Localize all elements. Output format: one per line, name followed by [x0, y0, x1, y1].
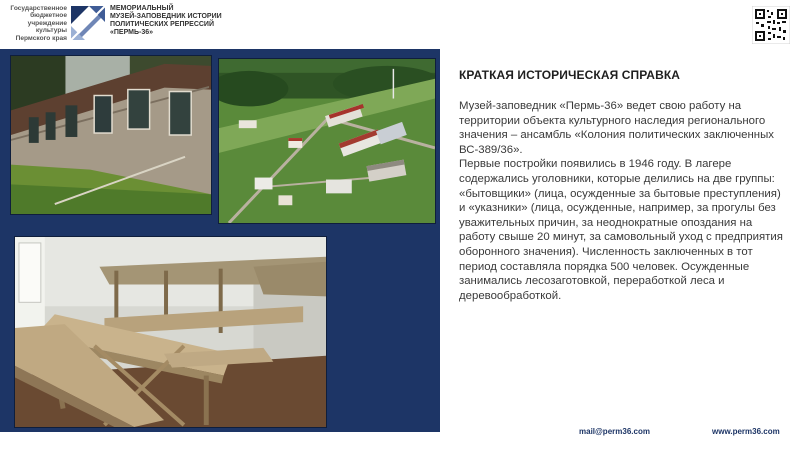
section-title: КРАТКАЯ ИСТОРИЧЕСКАЯ СПРАВКА: [459, 68, 681, 82]
history-paragraph-2: Первые постройки появились в 1946 году. В лагере содержались уголовники, которые делились на две группы: «бытовщики» (лица, осужденные за бытовые преступления) и «указники» (лица, осужденные, например, за прогулы без уважительных причин, за неоднократные опоздания на работу свыше 20 минут, за самовольный уход с предприятия оборонного значения). Численность заключенных в тот период составляла порядка 500 человек. Осужденные занимались лесозаготовкой, переработкой леса и деревообработкой.: [459, 158, 783, 302]
org-name-right: МЕМОРИАЛЬНЫЙ МУЗЕЙ-ЗАПОВЕДНИК ИСТОРИИ ПОЛИТИЧЕСКИХ РЕПРЕССИЙ «ПЕРМЬ-36»: [110, 5, 222, 36]
qr-code-icon[interactable]: [752, 6, 790, 44]
header: [0, 0, 800, 50]
history-text: [459, 99, 790, 303]
aerial-camp-photo: [218, 58, 436, 224]
org-name-left: Государственное бюджетное учреждение культуры Пермского края: [10, 5, 67, 42]
email-link[interactable]: mail@perm36.com: [579, 427, 650, 436]
wooden-barrack-photo: [10, 55, 212, 215]
history-paragraph-1: Музей-заповедник «Пермь-36» ведет свою работу на территории объекта культурного наследия регионального значения – ансамбль «Колония политических заключенных ВС-389/36».: [459, 100, 774, 156]
museum-logo-icon: [69, 4, 107, 42]
barrack-interior-bunks-photo: [14, 236, 327, 428]
website-link[interactable]: www.perm36.com: [712, 427, 780, 436]
